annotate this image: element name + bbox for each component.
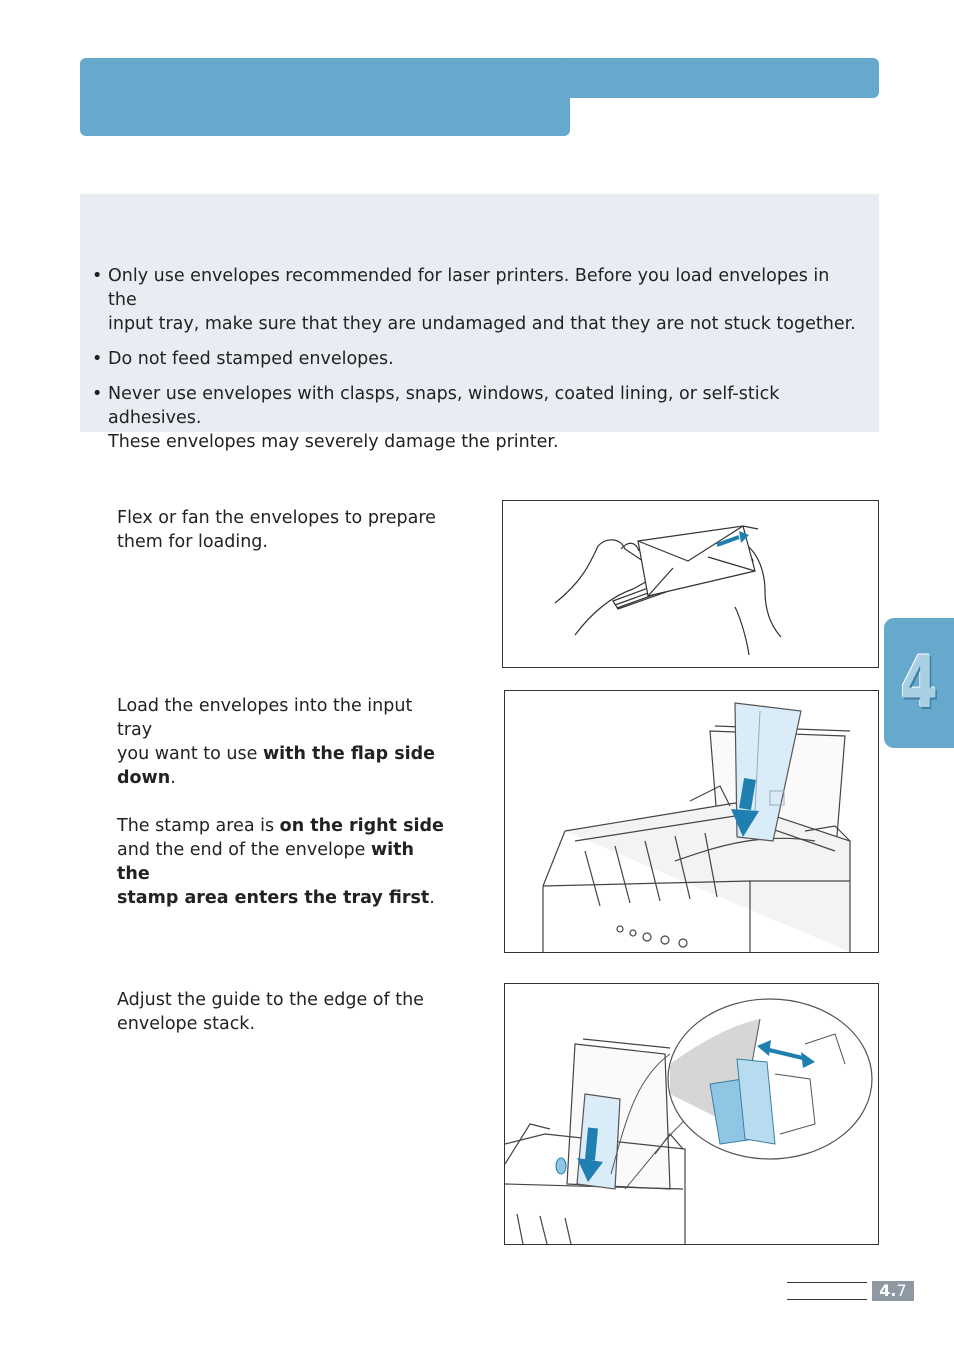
notes-box [80, 194, 879, 452]
step-adjust-text: Adjust the guide to the edge of the envelope stack. [117, 990, 424, 1034]
adjust-guide-illustration [504, 983, 879, 1245]
fan-envelopes-illustration [502, 500, 879, 668]
guide-zoom-drawing [505, 984, 878, 1244]
footer-rule-bottom [787, 1299, 867, 1300]
page-number: 4.7 [872, 1281, 914, 1301]
chapter-number: 4 [900, 640, 938, 724]
step-load-text: Load the envelopes into the input tray you want to use with the flap side down. The stamp area is on the right side and the end of the envelope with the stamp area enters the tray first. [117, 696, 444, 908]
note-item: • Only use envelopes recommended for laser printers. Before you load envelopes in the input tray, make sure that they are undamaged and that they are not stuck together. [92, 264, 862, 336]
notes-list [92, 264, 862, 465]
load-envelopes-illustration [504, 690, 879, 953]
section-title-bar [80, 58, 570, 136]
hands-envelopes-drawing [503, 501, 878, 667]
chapter-tab [884, 618, 954, 748]
printer-envelope-drawing [505, 691, 878, 952]
note-item: • Do not feed stamped envelopes. [92, 347, 862, 371]
step-flex-text: Flex or fan the envelopes to prepare them for loading. [117, 508, 436, 552]
note-item: • Never use envelopes with clasps, snaps, windows, coated lining, or self-stick adhesives. These envelopes may severely damage the printer. [92, 382, 862, 454]
footer-rule-top [787, 1282, 867, 1283]
